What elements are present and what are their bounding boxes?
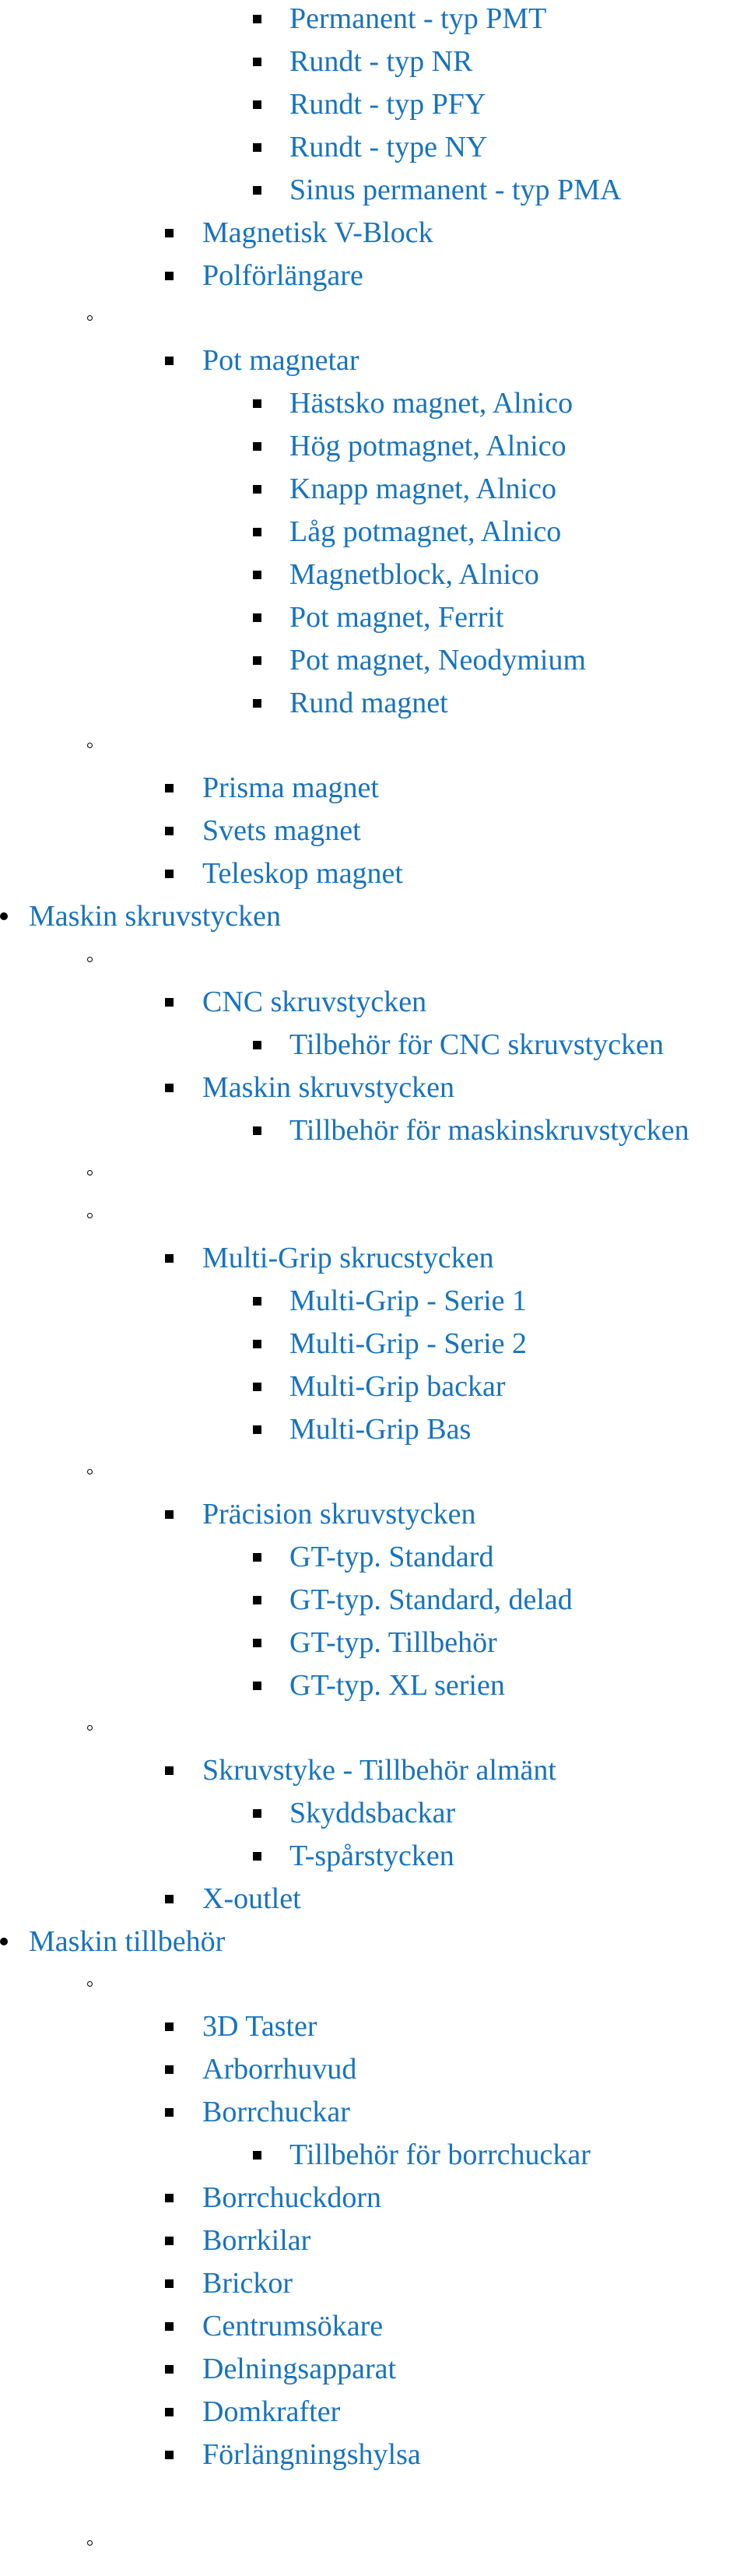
- menu-link-multigrip-1[interactable]: Multi-Grip - Serie 1: [289, 1284, 528, 1317]
- square-bullet-icon: [253, 186, 261, 195]
- square-bullet-icon: [253, 1340, 261, 1348]
- menu-link-tillbehor-maskin[interactable]: Tillbehör för maskinskruvstycken: [289, 1114, 689, 1147]
- square-bullet-icon: [165, 2322, 174, 2331]
- menu-link-rundt-ny[interactable]: Rundt - type NY: [289, 131, 488, 163]
- square-bullet-icon: [165, 2065, 174, 2074]
- menu-link-tilbehor-cnc[interactable]: Tilbehör för CNC skruvstycken: [289, 1028, 664, 1061]
- disc-bullet-icon: [0, 1938, 8, 1945]
- square-bullet-icon: [253, 1682, 261, 1690]
- square-bullet-icon: [253, 485, 261, 494]
- menu-link-multigrip-bas[interactable]: Multi-Grip Bas: [289, 1413, 472, 1446]
- menu-link-centrumsokare[interactable]: Centrumsökare: [202, 2310, 384, 2342]
- square-bullet-icon: [165, 2279, 174, 2288]
- square-bullet-icon: [253, 2151, 261, 2160]
- menu-link-multigrip-backar[interactable]: Multi-Grip backar: [289, 1370, 506, 1403]
- menu-link-permanent-pmt[interactable]: Permanent - typ PMT: [289, 2, 547, 35]
- square-bullet-icon: [253, 58, 261, 66]
- circle-bullet-icon: [87, 1725, 93, 1731]
- menu-link-rundt-pfy[interactable]: Rundt - typ PFY: [289, 88, 486, 121]
- square-bullet-icon: [253, 528, 261, 536]
- menu-link-pot-ferrit[interactable]: Pot magnet, Ferrit: [289, 601, 504, 634]
- menu-link-gt-xl[interactable]: GT-typ. XL serien: [289, 1669, 505, 1702]
- menu-link-skyddsbackar[interactable]: Skyddsbackar: [289, 1797, 456, 1829]
- square-bullet-icon: [253, 1596, 261, 1604]
- square-bullet-icon: [165, 870, 174, 878]
- menu-link-magnetisk-v-block[interactable]: Magnetisk V-Block: [202, 216, 433, 249]
- square-bullet-icon: [165, 272, 174, 280]
- square-bullet-icon: [253, 1383, 261, 1391]
- menu-link-pot-magnetar[interactable]: Pot magnetar: [202, 344, 359, 377]
- square-bullet-icon: [253, 1553, 261, 1562]
- menu-link-borrchuckar[interactable]: Borrchuckar: [202, 2096, 350, 2128]
- square-bullet-icon: [165, 2237, 174, 2245]
- square-bullet-icon: [253, 1852, 261, 1861]
- menu-link-magnetblock[interactable]: Magnetblock, Alnico: [289, 558, 539, 591]
- square-bullet-icon: [253, 699, 261, 708]
- menu-link-borrchuckdorn[interactable]: Borrchuckdorn: [202, 2181, 382, 2214]
- menu-link-delningsapparat[interactable]: Delningsapparat: [202, 2353, 397, 2385]
- square-bullet-icon: [165, 2022, 174, 2031]
- square-bullet-icon: [165, 357, 174, 365]
- square-bullet-icon: [253, 442, 261, 451]
- menu-link-domkrafter[interactable]: Domkrafter: [202, 2395, 341, 2428]
- menu-link-precision[interactable]: Präcision skruvstycken: [202, 1498, 476, 1530]
- square-bullet-icon: [165, 2108, 174, 2117]
- menu-link-x-outlet[interactable]: X-outlet: [202, 1882, 301, 1915]
- square-bullet-icon: [165, 1084, 174, 1092]
- menu-link-polforlangare[interactable]: Polförlängare: [202, 259, 363, 292]
- square-bullet-icon: [165, 2408, 174, 2416]
- square-bullet-icon: [253, 1639, 261, 1647]
- circle-bullet-icon: [87, 2540, 93, 2546]
- circle-bullet-icon: [87, 315, 93, 321]
- menu-link-gt-tillbehor[interactable]: GT-typ. Tillbehör: [289, 1626, 497, 1659]
- menu-link-cnc-skruvstycken[interactable]: CNC skruvstycken: [202, 986, 427, 1018]
- square-bullet-icon: [253, 399, 261, 408]
- square-bullet-icon: [253, 1041, 261, 1049]
- square-bullet-icon: [165, 1895, 174, 1903]
- menu-link-brickor[interactable]: Brickor: [202, 2267, 293, 2300]
- menu-link-skruvstyke-tillbehor[interactable]: Skruvstyke - Tillbehör almänt: [202, 1754, 556, 1787]
- square-bullet-icon: [165, 1254, 174, 1263]
- square-bullet-icon: [253, 143, 261, 152]
- circle-bullet-icon: [87, 743, 93, 748]
- menu-link-maskin-skruvstycken[interactable]: Maskin skruvstycken: [29, 900, 282, 933]
- circle-bullet-icon: [87, 1213, 93, 1218]
- square-bullet-icon: [253, 100, 261, 109]
- menu-link-3d-taster[interactable]: 3D Taster: [202, 2010, 317, 2043]
- circle-bullet-icon: [87, 1469, 93, 1474]
- circle-bullet-icon: [87, 1170, 93, 1176]
- menu-link-sinus-pma[interactable]: Sinus permanent - typ PMA: [289, 174, 622, 206]
- square-bullet-icon: [165, 827, 174, 835]
- square-bullet-icon: [253, 571, 261, 579]
- disc-bullet-icon: [0, 912, 8, 920]
- square-bullet-icon: [253, 1809, 261, 1818]
- menu-link-knapp[interactable]: Knapp magnet, Alnico: [289, 473, 556, 505]
- menu-link-forlangningshylsa[interactable]: Förlängningshylsa: [202, 2438, 421, 2471]
- circle-bullet-icon: [87, 957, 93, 962]
- menu-link-borrkilar[interactable]: Borrkilar: [202, 2224, 311, 2257]
- square-bullet-icon: [165, 1510, 174, 1519]
- menu-link-rundt-nr[interactable]: Rundt - typ NR: [289, 45, 473, 78]
- menu-link-teleskop[interactable]: Teleskop magnet: [202, 857, 403, 890]
- menu-link-prisma[interactable]: Prisma magnet: [202, 771, 379, 804]
- menu-link-maskin-skruvstycken-sub[interactable]: Maskin skruvstycken: [202, 1071, 455, 1104]
- square-bullet-icon: [253, 1297, 261, 1306]
- menu-link-gt-standard[interactable]: GT-typ. Standard: [289, 1541, 494, 1573]
- menu-link-rund-magnet[interactable]: Rund magnet: [289, 687, 448, 719]
- square-bullet-icon: [165, 1766, 174, 1775]
- square-bullet-icon: [253, 613, 261, 622]
- menu-link-multigrip[interactable]: Multi-Grip skrucstycken: [202, 1242, 494, 1274]
- square-bullet-icon: [253, 1425, 261, 1434]
- square-bullet-icon: [165, 2365, 174, 2374]
- menu-link-maskin-tillbehor[interactable]: Maskin tillbehör: [29, 1925, 226, 1958]
- menu-link-hog-pot[interactable]: Hög potmagnet, Alnico: [289, 430, 566, 462]
- menu-link-svets[interactable]: Svets magnet: [202, 814, 361, 847]
- square-bullet-icon: [165, 2194, 174, 2202]
- circle-bullet-icon: [87, 1981, 93, 1987]
- menu-link-pot-neodymium[interactable]: Pot magnet, Neodymium: [289, 644, 587, 677]
- menu-link-arborrhuvud[interactable]: Arborrhuvud: [202, 2053, 357, 2086]
- square-bullet-icon: [253, 1126, 261, 1135]
- menu-link-t-sparstycken[interactable]: T-spårstycken: [289, 1840, 454, 1872]
- menu-link-gt-standard-delad[interactable]: GT-typ. Standard, delad: [289, 1583, 573, 1616]
- square-bullet-icon: [165, 2451, 174, 2459]
- square-bullet-icon: [253, 656, 261, 665]
- menu-link-hastsko[interactable]: Hästsko magnet, Alnico: [289, 387, 573, 420]
- square-bullet-icon: [253, 15, 261, 23]
- menu-link-tillbehor-borrchuckar[interactable]: Tillbehör för borrchuckar: [289, 2138, 591, 2171]
- menu-link-multigrip-2[interactable]: Multi-Grip - Serie 2: [289, 1327, 528, 1360]
- square-bullet-icon: [165, 229, 174, 237]
- menu-link-lag-pot[interactable]: Låg potmagnet, Alnico: [289, 515, 562, 548]
- square-bullet-icon: [165, 784, 174, 792]
- square-bullet-icon: [165, 998, 174, 1007]
